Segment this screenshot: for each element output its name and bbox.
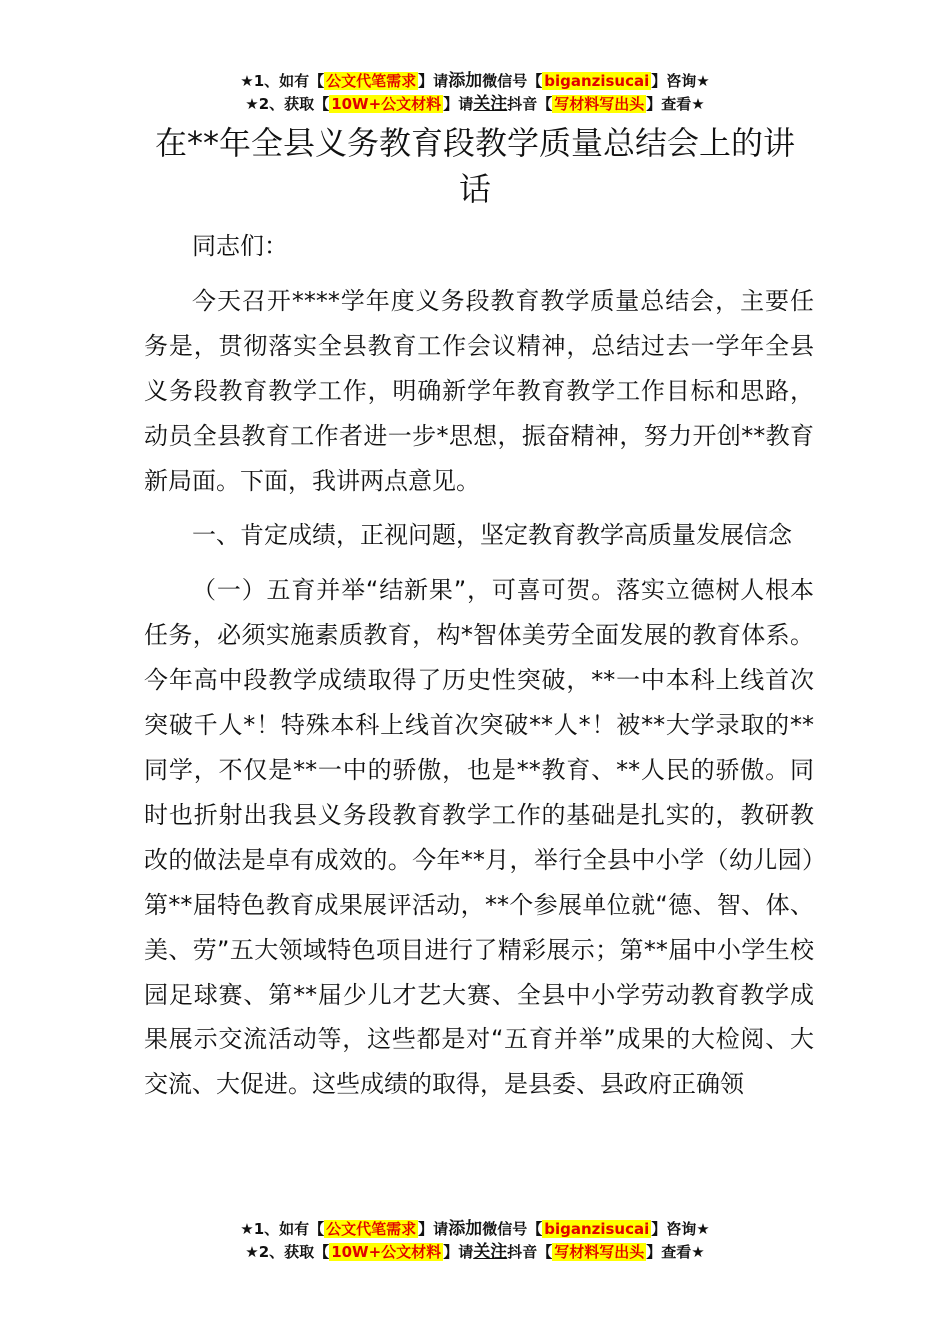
- banner-emphasis: 添加: [448, 71, 483, 91]
- banner-line-1: [0, 70, 950, 93]
- banner-text: 】咨询★: [651, 72, 710, 90]
- banner-emphasis: 关注: [473, 94, 508, 114]
- paragraph-intro: 今天召开****学年度义务段教育教学质量总结会，主要任务是，贯彻落实全县教育工作会议精神，总结过去一学年全县义务段教育教学工作，明确新学年教育教学工作目标和思路，动员全县教育工作者进一步*思想，振奋精神，努力开创**教育新局面。下面，我讲两点意见。: [144, 286, 814, 495]
- banner-text: 】请: [443, 1243, 474, 1261]
- banner-line-2: [0, 93, 950, 116]
- banner-highlight: 10W+公文材料: [331, 95, 442, 113]
- banner-text: 】请: [443, 95, 474, 113]
- banner-text: 微信号【: [482, 1220, 543, 1238]
- banner-text: ★1、如有【: [240, 72, 325, 90]
- paragraph-body: （一）五育并举“结新果”，可喜可贺。落实立德树人根本任务，必须实施素质教育，构*智体美劳全面发展的教育体系。今年高中段教学成绩取得了历史性突破，**一中本科上线首次突破千人*！特殊本科上线首次突破**人*！被**大学录取的**同学，不仅是**一中的骄傲，也是**教育、**人民的骄傲。同时也折射出我县义务段教育教学工作的基础是扎实的，教研教改的做法是卓有成效的。今年**月，举行全县中小学（幼儿园）第**届特色教育成果展评活动，**个参展单位就“德、智、体、美、劳”五大领域特色项目进行了精彩展示；第**届中小学生校园足球赛、第**届少儿才艺大赛、全县中小学劳动教育教学成果展示交流活动等，这些都是对“五育并举”成果的大检阅、大交流、大促进。这些成绩的取得，是县委、县政府正确领: [144, 576, 814, 1099]
- banner-emphasis: 添加: [448, 1219, 483, 1239]
- banner-text: ★1、如有【: [240, 1220, 325, 1238]
- salutation: 同志们：: [192, 232, 288, 260]
- footer-banner: [0, 1218, 950, 1264]
- banner-highlight: 10W+公文材料: [331, 1243, 442, 1261]
- banner-text: 微信号【: [482, 72, 543, 90]
- banner-highlight: 写材料写出头: [554, 1243, 645, 1261]
- banner-text: 】请: [418, 1220, 449, 1238]
- banner-text: 抖音【: [507, 95, 553, 113]
- header-banner: [0, 70, 950, 116]
- banner-highlight: 公文代笔需求: [326, 1220, 417, 1238]
- banner-text: 抖音【: [507, 1243, 553, 1261]
- banner-text: ★2、获取【: [245, 95, 330, 113]
- banner-emphasis: 关注: [473, 1242, 508, 1262]
- banner-highlight: biganzisucai: [544, 72, 650, 90]
- banner-line-2: [0, 1241, 950, 1264]
- banner-text: 】查看★: [646, 95, 705, 113]
- banner-highlight: biganzisucai: [544, 1220, 650, 1238]
- section-heading: 一、肯定成绩，正视问题，坚定教育教学高质量发展信念: [192, 521, 792, 550]
- banner-text: 】查看★: [646, 1243, 705, 1261]
- banner-line-1: [0, 1218, 950, 1241]
- banner-text: 】咨询★: [651, 1220, 710, 1238]
- document-title: 在**年全县义务教育段教学质量总结会上的讲话: [154, 124, 795, 208]
- banner-highlight: 写材料写出头: [554, 95, 645, 113]
- banner-text: 】请: [418, 72, 449, 90]
- banner-text: ★2、获取【: [245, 1243, 330, 1261]
- document-body: [144, 224, 814, 1117]
- banner-highlight: 公文代笔需求: [326, 72, 417, 90]
